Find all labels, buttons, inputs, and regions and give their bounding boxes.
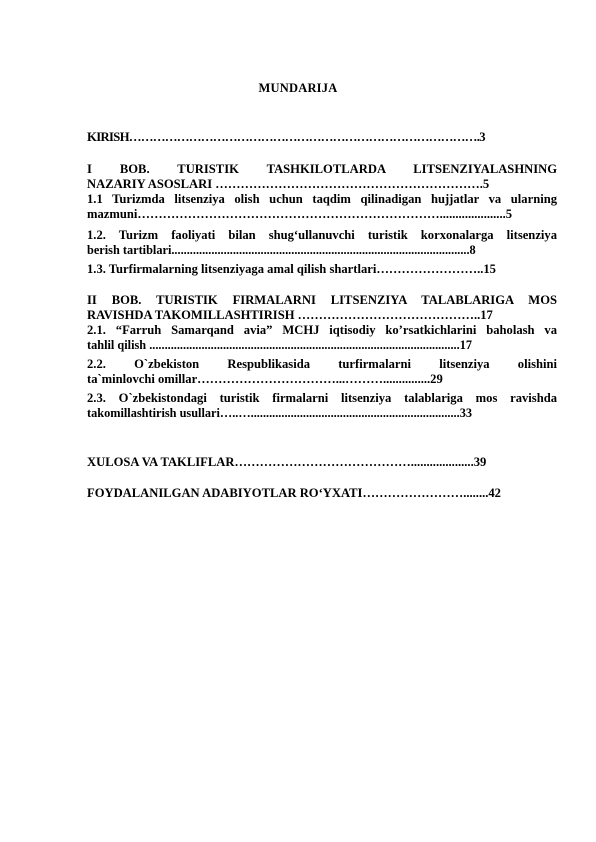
page-title: MUNDARIJA (258, 81, 338, 95)
toc-text: NAZARIY ASOSLARI ……………………………………………………….5 (87, 177, 490, 192)
toc-text: XULOSA VA TAKLIFLAR……………………………………....................39 (87, 455, 487, 469)
toc-text: 1.1 Turizmda litsenziya olish uchun taqdim qilinadigan hujjatlar va ularning (87, 192, 557, 206)
toc-text: RAVISHDA TAKOMILLASHTIRISH ……………………………………..17 (87, 308, 493, 323)
toc-text: 1.3. Turfirmalarning litsenziyaga amal qilish shartlari……………………..15 (87, 262, 496, 276)
toc-text: KIRISH…………………………………………………………………………….3 (87, 130, 485, 144)
toc-text: FOYDALANILGAN ADABIYOTLAR RO‘YXATI……………………........42 (87, 486, 501, 500)
toc-entry-chapter-2 (87, 293, 557, 323)
toc-entry-section-1-1 (87, 192, 557, 222)
toc-entry-xulosa (87, 455, 557, 470)
toc-text: I BOB. TURISTIK TASHKILOTLARDA LITSENZIYALASHNING (87, 162, 557, 176)
toc-entry-section-1-3 (87, 262, 557, 277)
toc-entry-section-2-2 (87, 357, 557, 387)
toc-text: 2.1. “Farruh Samarqand avia” MCHJ iqtisodiy ko’rsatkichlarini baholash va (87, 323, 557, 337)
toc-entry-adabiyotlar (87, 486, 557, 501)
toc-text: ta`minlovchi omillar……………………………...………...............29 (87, 372, 443, 387)
toc-text: 2.3. O`zbekistondagi turistik firmalarni litsenziya talablariga mos ravishda (87, 391, 557, 405)
toc-entry-kirish (87, 130, 557, 145)
toc-entry-section-1-2 (87, 228, 557, 258)
toc-text: berish tartiblari.................................................................................................8 (87, 243, 476, 258)
toc-text: mazmuni……………………………………………………………….....................5 (87, 207, 513, 222)
toc-entry-section-2-1 (87, 323, 557, 353)
toc-text: 1.2. Turizm faoliyati bilan shug‘ullanuvchi turistik korxonalarga litsenziya (87, 228, 557, 242)
toc-text: tahlil qilish .....................................................................................................17 (87, 338, 472, 353)
toc-entry-chapter-1 (87, 162, 557, 192)
toc-text: 2.2. O`zbekiston Respublikasida turfirmalarni litsenziya olishini (87, 357, 557, 371)
toc-entry-section-2-3 (87, 391, 557, 421)
toc-text: takomillashtirish usullari…..…....................................................................33 (87, 406, 472, 421)
toc-text: II BOB. TURISTIK FIRMALARNI LITSENZIYA TALABLARIGA MOS (87, 293, 557, 307)
